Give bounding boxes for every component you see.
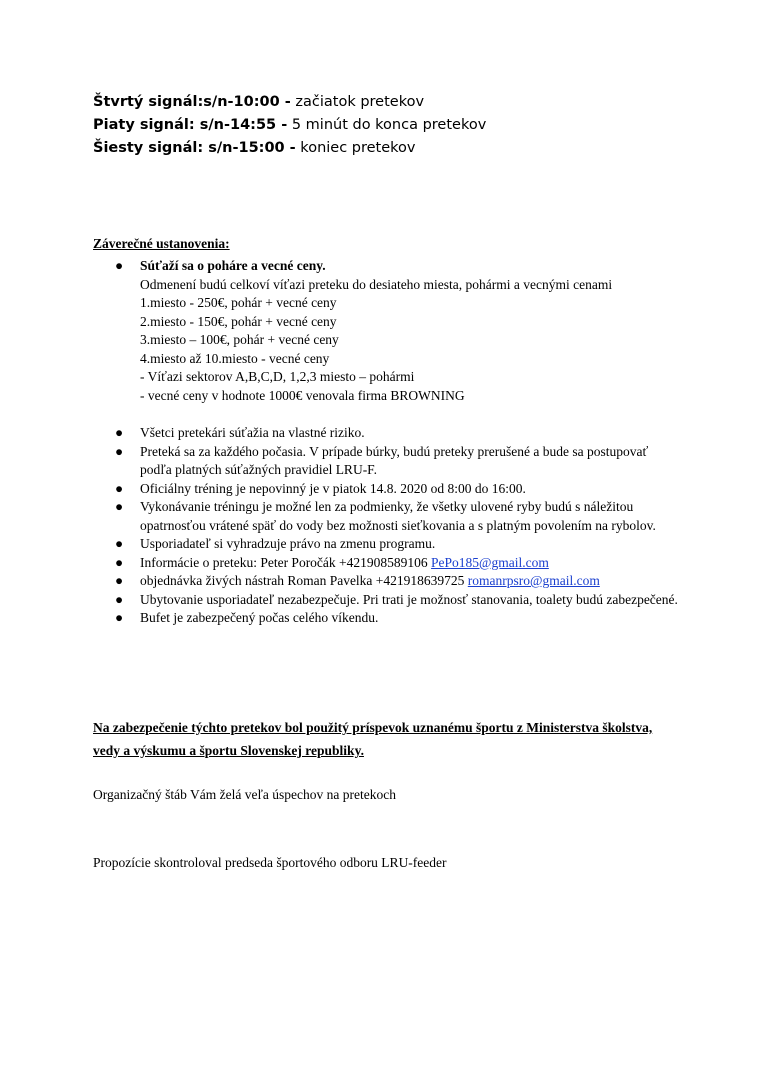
prize-line: Odmenení budú celkoví víťazi preteku do desiateho miesta, pohármi a vecnými cenami (140, 276, 613, 292)
rule-text: Oficiálny tréning je nepovinný je v piatok 14.8. 2020 od 8:00 do 16:00. (140, 480, 526, 496)
list-item (93, 572, 683, 591)
prizes-list (93, 257, 683, 405)
signal-label: Šiesty signál: s/n-15:00 - (93, 140, 296, 156)
bullet-icon: ● (115, 554, 124, 570)
support-statement: Na zabezpečenie týchto pretekov bol použitý príspevok uznanému športu z Ministerstva školstva, vedy a výskumu a športu Slovenskej republiky. (93, 720, 653, 758)
bullet-icon: ● (115, 480, 124, 496)
signal-line (93, 114, 486, 137)
rule-text: Všetci pretekári súťažia na vlastné riziko. (140, 425, 365, 440)
bullet-icon: ● (115, 573, 124, 588)
list-item (93, 609, 683, 628)
prize-line: 4.miesto až 10.miesto - vecné ceny (140, 350, 330, 366)
wish-text: Organizačný štáb Vám želá veľa úspechov na pretekoch (93, 787, 396, 802)
rule-text: Usporiadateľ si vyhradzuje právo na zmenu programu. (140, 536, 436, 551)
rule-text: Ubytovanie usporiadateľ nezabezpečuje. Pri trati je možnosť stanovania, toalety budú zabezpečené. (140, 591, 678, 607)
signals-block (93, 91, 486, 160)
signal-label: Štvrtý signál:s/n-10:00 - (93, 94, 291, 110)
bullet-icon: ● (115, 258, 124, 273)
prizes-heading: Súťaží sa o poháre a vecné ceny. (140, 258, 326, 273)
list-item (93, 424, 683, 443)
prize-line: 1.miesto - 250€, pohár + vecné ceny (140, 295, 337, 310)
list-item (93, 535, 683, 554)
rule-text: Vykonávanie tréningu je možné len za podmienky, že všetky ulovené ryby budú s náležitou opatrnosťou vrátené späť do vody bez možnosti sieťkovania a s platným povolením na rybolov. (140, 499, 656, 533)
rule-text: Preteká sa za každého počasia. V prípade búrky, budú preteky prerušené a bude sa postupovať podľa platných súťažných pravidiel LRU-F. (140, 443, 649, 477)
order-text: objednávka živých nástrah Roman Pavelka +421918639725 (140, 573, 468, 588)
signal-label: Piaty signál: s/n-14:55 - (93, 117, 288, 133)
prize-line: 3.miesto – 100€, pohár + vecné ceny (140, 332, 339, 347)
bullet-icon: ● (115, 591, 124, 607)
list-item (93, 554, 683, 573)
bullet-icon: ● (115, 425, 124, 440)
list-item (93, 257, 683, 405)
list-item (93, 443, 683, 480)
bullet-icon: ● (115, 610, 124, 625)
bullet-icon: ● (115, 443, 124, 459)
list-item (93, 591, 683, 610)
section-title: Záverečné ustanovenia: (93, 236, 230, 251)
signal-text: začiatok pretekov (290, 94, 425, 110)
order-email-link[interactable]: romanrpsro@gmail.com (467, 573, 600, 588)
signal-text: koniec pretekov (295, 140, 416, 156)
bullet-icon: ● (115, 536, 124, 551)
rules-list (93, 424, 683, 628)
rule-text: Bufet je zabezpečený počas celého víkendu. (140, 610, 379, 625)
signal-text: 5 minút do konca pretekov (287, 117, 487, 133)
list-item (93, 498, 683, 535)
prize-line: 2.miesto - 150€, pohár + vecné ceny (140, 313, 337, 329)
list-item (93, 480, 683, 499)
signal-line (93, 137, 486, 160)
bullet-icon: ● (115, 499, 124, 514)
prize-line: - vecné ceny v hodnote 1000€ venovala firma BROWNING (140, 387, 465, 403)
info-email-link[interactable]: PePo185@gmail.com (431, 554, 549, 570)
signal-line (93, 91, 486, 114)
info-text: Informácie o preteku: Peter Poročák +421908589106 (140, 554, 432, 570)
prize-line: - Víťazi sektorov A,B,C,D, 1,2,3 miesto – pohármi (140, 369, 415, 384)
checked-by-text: Propozície skontroloval predseda športového odboru LRU-feeder (93, 855, 447, 870)
